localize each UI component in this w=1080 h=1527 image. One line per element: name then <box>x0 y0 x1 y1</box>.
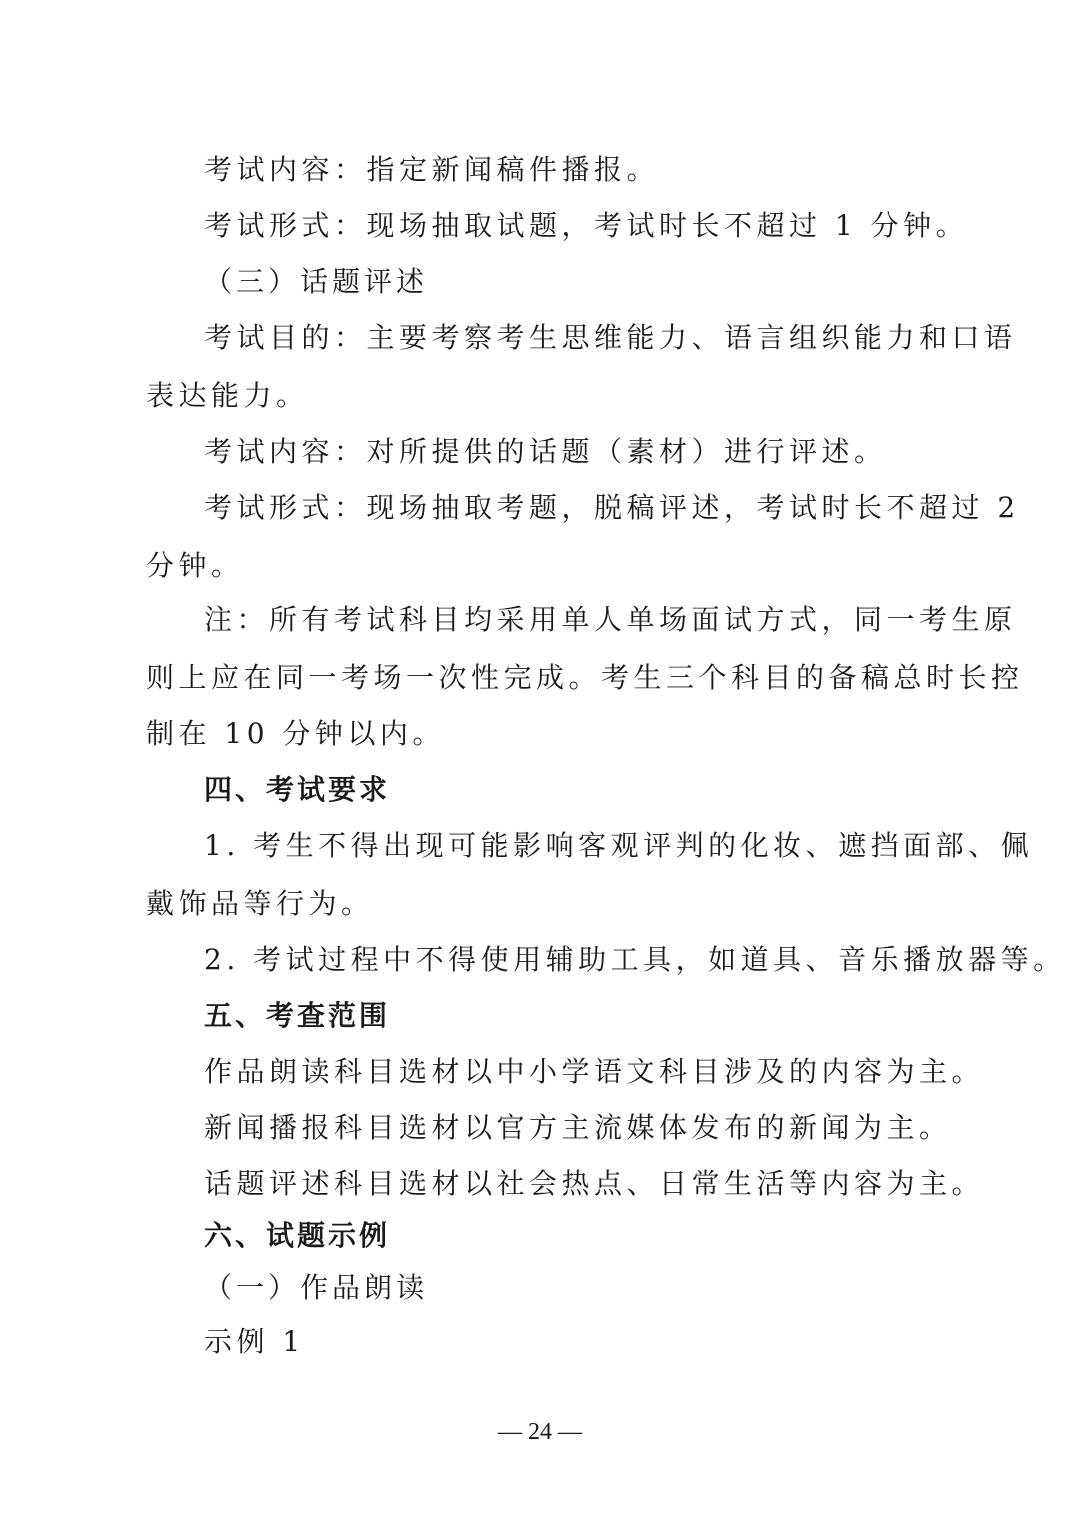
exam-form-line-2: 考试形式：现场抽取考题，脱稿评述，考试时长不超过 2 <box>204 491 1020 524</box>
requirement-item-1: 1. 考生不得出现可能影响客观评判的化妆、遮挡面部、佩 <box>204 829 1034 862</box>
section-heading-scope: 五、考查范围 <box>204 999 391 1032</box>
exam-content-line: 考试内容：指定新闻稿件播报。 <box>204 153 660 186</box>
subheading-reading: （一）作品朗读 <box>204 1271 429 1304</box>
page-number: — 24 — <box>498 1419 582 1445</box>
requirement-item-2: 2. 考试过程中不得使用辅助工具，如道具、音乐播放器等。 <box>204 943 1066 976</box>
section-heading-examples: 六、试题示例 <box>204 1219 391 1252</box>
exam-purpose-line: 考试目的：主要考察考生思维能力、语言组织能力和口语 <box>204 321 1017 354</box>
exam-form-line-2-cont: 分钟。 <box>146 549 244 582</box>
note-line-cont-1: 则上应在同一考场一次性完成。考生三个科目的备稿总时长控 <box>146 661 1024 694</box>
example-label: 示例 1 <box>204 1325 305 1358</box>
scope-line-3: 话题评述科目选材以社会热点、日常生活等内容为主。 <box>204 1167 985 1200</box>
subheading-topic-commentary: （三）话题评述 <box>204 265 429 298</box>
note-line-cont-2: 制在 10 分钟以内。 <box>146 717 445 750</box>
note-line: 注：所有考试科目均采用单人单场面试方式，同一考生原 <box>204 603 1017 636</box>
exam-purpose-line-cont: 表达能力。 <box>146 379 309 412</box>
exam-form-line: 考试形式：现场抽取试题，考试时长不超过 1 分钟。 <box>204 209 969 242</box>
section-heading-requirements: 四、考试要求 <box>204 773 391 806</box>
scope-line-2: 新闻播报科目选材以官方主流媒体发布的新闻为主。 <box>204 1111 952 1144</box>
scope-line-1: 作品朗读科目选材以中小学语文科目涉及的内容为主。 <box>204 1055 985 1088</box>
requirement-item-1-cont: 戴饰品等行为。 <box>146 887 374 920</box>
exam-content-line-2: 考试内容：对所提供的话题（素材）进行评述。 <box>204 435 887 468</box>
